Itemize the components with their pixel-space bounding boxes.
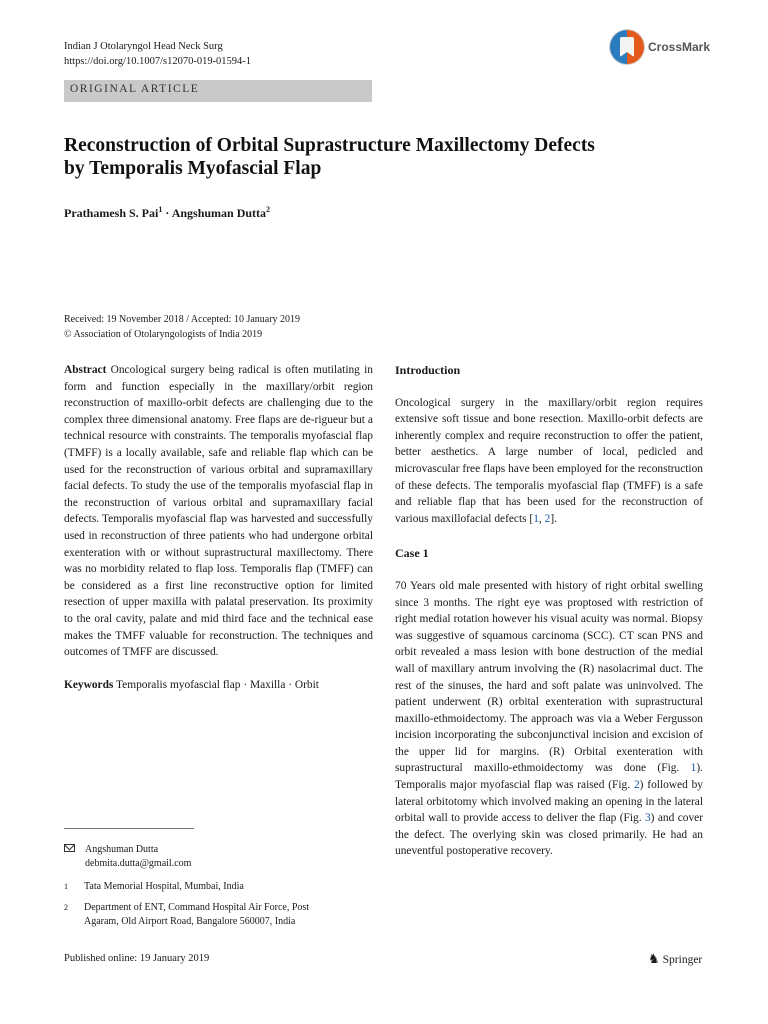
received-accepted: Received: 19 November 2018 / Accepted: 10 January 2019 — [64, 314, 301, 325]
footnote-rule — [64, 828, 194, 829]
introduction-paragraph — [395, 395, 703, 528]
publisher-name: Springer — [662, 954, 703, 966]
affiliation-1-number: 1 — [64, 882, 68, 891]
abstract-text: Oncological surgery being radical is often mutilating in form and function especially in the maxillary/orbit region reconstruction of maxillo-orbit defects are challenging due to the complex three dimensional anatomy. Free flaps are de-rigueur but a technical resource with constraints. The temporalis myofascial flap (TMFF) is a locally available, safe and reliable flap which can be used for the reconstruction of various orbital and supramaxillary facial defects. To study the use of the temporalis myofascial flap in the reconstruction of various orbital and supramaxillary facial defects. Temporalis myofascial flap was harvested and successfully used in reconstruction of three patients who had undergone orbital exenteration with or without suprastructural maxillectomy. There was no morbidity related to flap loss. Temporalis flap (TMFF) can be considered as a first line reconstructive option for limited resection of upper maxilla with palatal preservation. Its proximity to the oral cavity, palate and mid third face and the technical ease makes the TMFF valuable for reconstruction. The techniques and outcomes of TMFF are discussed. — [64, 364, 373, 659]
crossmark-badge[interactable] — [610, 30, 720, 66]
author-1-affiliation: 1 — [158, 205, 163, 214]
crossmark-label: CrossMark — [648, 40, 711, 54]
article-type-banner: ORIGINAL ARTICLE — [64, 80, 372, 102]
keywords-label: Keywords — [64, 678, 114, 691]
case1-heading: Case 1 — [395, 546, 429, 561]
journal-name: Indian J Otolaryngol Head Neck Surg — [64, 41, 223, 52]
springer-horse-icon: ♞ — [648, 951, 660, 966]
case1-text-4: ) and cover the defect. The overlying skin was closed primarily. He had an uneventful postoperative recovery. — [395, 812, 703, 858]
keywords-text: Temporalis myofascial flap · Maxilla · Orbit — [116, 678, 319, 691]
author-2[interactable]: Angshuman Dutta — [171, 206, 267, 220]
introduction-end: ]. — [550, 512, 557, 525]
title-line-1: Reconstruction of Orbital Suprastructure Maxillectomy Defects — [64, 135, 595, 156]
affiliation-2-text: Department of ENT, Command Hospital Air Force, Post Agaram, Old Airport Road, Bangalore 560007, India — [84, 902, 310, 927]
affiliation-1 — [64, 880, 344, 896]
published-online: Published online: 19 January 2019 — [64, 953, 210, 964]
right-column — [395, 362, 703, 860]
correspondence-email[interactable]: debmita.dutta@gmail.com — [85, 858, 192, 869]
citation-link-1[interactable]: 1 — [533, 512, 539, 525]
keywords-paragraph — [64, 677, 373, 694]
author-1[interactable]: Prathamesh S. Pai — [64, 206, 159, 220]
copyright: © Association of Otolaryngologists of India 2019 — [64, 328, 263, 340]
introduction-text: Oncological surgery in the maxillary/orbit region requires extensive soft tissue and bone resection. Maxillo-orbit defects are inherently complex and require reconstruction to offer the patient, better aesthetics. A large number of local, pedicled and microvascular free flaps have been employed for the reconstruction of these defects. The temporalis myofascial flap (TMFF) is a safe and reliable flap that has been used for the reconstruction of various maxillofacial defects [ — [395, 396, 703, 525]
affiliation-2 — [64, 901, 344, 929]
abstract-label: Abstract — [64, 364, 107, 376]
correspondence — [64, 843, 191, 871]
affiliation-2-number: 2 — [64, 903, 68, 912]
case1-text-3: ) followed by lateral orbitotomy which involved making an opening in the lateral orbital wall to provide access to deliver the flap (Fig. — [395, 779, 704, 825]
author-separator: · — [162, 206, 172, 220]
correspondence-name: Angshuman Dutta — [85, 844, 159, 855]
left-column — [64, 362, 373, 693]
author-list — [64, 205, 270, 221]
case1-paragraph — [395, 578, 703, 860]
abstract-paragraph — [64, 362, 373, 661]
doi-link[interactable]: https://doi.org/10.1007/s12070-019-01594-1 — [64, 56, 252, 67]
article-title — [64, 134, 684, 180]
crossmark-icon — [610, 30, 644, 64]
affiliation-1-text: Tata Memorial Hospital, Mumbai, India — [84, 881, 244, 892]
citation-separator: , — [538, 512, 545, 525]
title-line-2: by Temporalis Myofascial Flap — [64, 158, 322, 179]
citation-link-2[interactable]: 2 — [544, 512, 551, 525]
publisher-logo — [648, 951, 702, 967]
figure-link-1[interactable]: 1 — [690, 762, 697, 775]
article-dates — [64, 313, 300, 342]
case1-text-1: 70 Years old male presented with history of right orbital swelling since 3 months. The right eye was proptosed with restriction of right medial rotation however his visual acuity was normal. Biopsy was suggestive of squamous carcinoma (SCC). CT scan PNS and orbit revealed a mass lesion with bone destruction of the medial wall of maxillary antrum involving the (R) nasolacrimal duct. The rest of the sinuses, the hard and soft palate was uninvolved. The patient underwent (R) orbital exenteration with suprastructural maxillo-ethmoidectomy. The approach was via a Weber Fergusson incision incorporating the subconjunctival incision and excision of the upper lid for margins. (R) Orbital exenteration with suprastructural maxillo-ethmoidectomy was done (Fig. — [395, 579, 703, 775]
author-2-affiliation: 2 — [266, 205, 271, 214]
figure-link-3[interactable]: 3 — [644, 812, 651, 825]
envelope-icon — [64, 844, 75, 852]
figure-link-2[interactable]: 2 — [633, 779, 640, 792]
introduction-heading: Introduction — [395, 363, 461, 377]
case1-text-2: ). Temporalis major myofascial flap was raised (Fig. — [395, 762, 703, 792]
